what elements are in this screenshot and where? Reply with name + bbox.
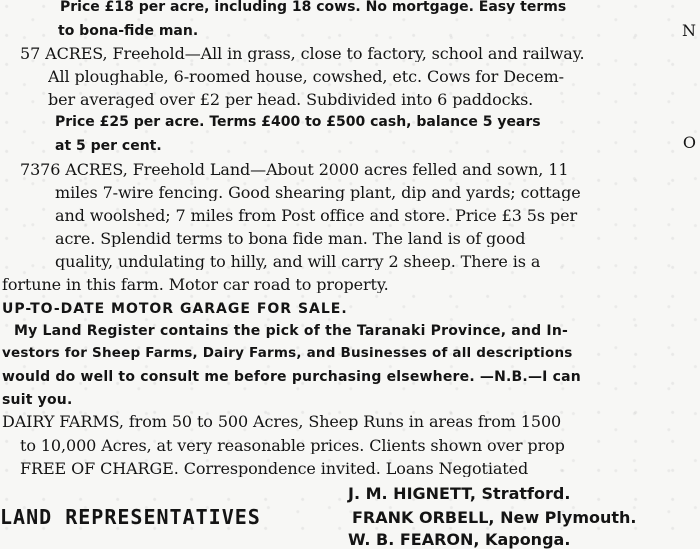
text-line-19: DAIRY FARMS, from 50 to 500 Acres, Sheep Runs in areas from 1500 xyxy=(2,414,562,430)
text-line-1: Price £18 per acre, including 18 cows. No mortgage. Easy terms xyxy=(60,0,567,14)
text-line-20: to 10,000 Acres, at very reasonable prices. Clients shown over prop xyxy=(20,438,565,454)
representative-name-3: W. B. FEARON, Kaponga. xyxy=(348,530,571,549)
text-line-18: suit you. xyxy=(2,393,73,407)
motor-garage-heading: UP-TO-DATE MOTOR GARAGE FOR SALE. xyxy=(2,302,348,316)
text-line-5: ber averaged over £2 per head. Subdivided into 6 paddocks. xyxy=(48,92,534,108)
text-line-6: Price £25 per acre. Terms £400 to £500 cash, balance 5 years xyxy=(55,115,541,129)
text-line-12: quality, undulating to hilly, and will carry 2 sheep. There is a xyxy=(55,254,541,270)
text-line-17: would do well to consult me before purchasing elsewhere. —N.B.—I can xyxy=(2,370,581,384)
text-line-8: 7376 ACRES, Freehold Land—About 2000 acres felled and sown, 11 xyxy=(20,162,569,178)
text-line-15: My Land Register contains the pick of the Taranaki Province, and In- xyxy=(14,324,568,338)
text-line-2: to bona-fide man. xyxy=(58,24,199,38)
text-line-10: and woolshed; 7 miles from Post office and store. Price £3 5s per xyxy=(55,208,578,224)
text-line-13: fortune in this farm. Motor car road to property. xyxy=(2,277,389,293)
edge-letter-o: O xyxy=(682,133,696,152)
text-line-9: miles 7-wire fencing. Good shearing plant, dip and yards; cottage xyxy=(55,185,581,201)
text-line-3: 57 ACRES, Freehold—All in grass, close to factory, school and railway. xyxy=(20,46,585,62)
text-line-4: All ploughable, 6-roomed house, cowshed, etc. Cows for Decem- xyxy=(48,69,564,85)
representative-name-2: FRANK ORBELL, New Plymouth. xyxy=(352,508,637,527)
text-line-11: acre. Splendid terms to bona fide man. The land is of good xyxy=(55,231,526,247)
text-line-16: vestors for Sheep Farms, Dairy Farms, and Businesses of all descriptions xyxy=(2,347,573,361)
edge-letter-n: N xyxy=(682,21,696,40)
text-line-21: FREE OF CHARGE. Correspondence invited. Loans Negotiated xyxy=(20,461,529,477)
text-line-7: at 5 per cent. xyxy=(55,139,162,153)
representatives-label: LAND REPRESENTATIVES xyxy=(0,505,261,529)
representative-name-1: J. M. HIGNETT, Stratford. xyxy=(348,484,571,503)
